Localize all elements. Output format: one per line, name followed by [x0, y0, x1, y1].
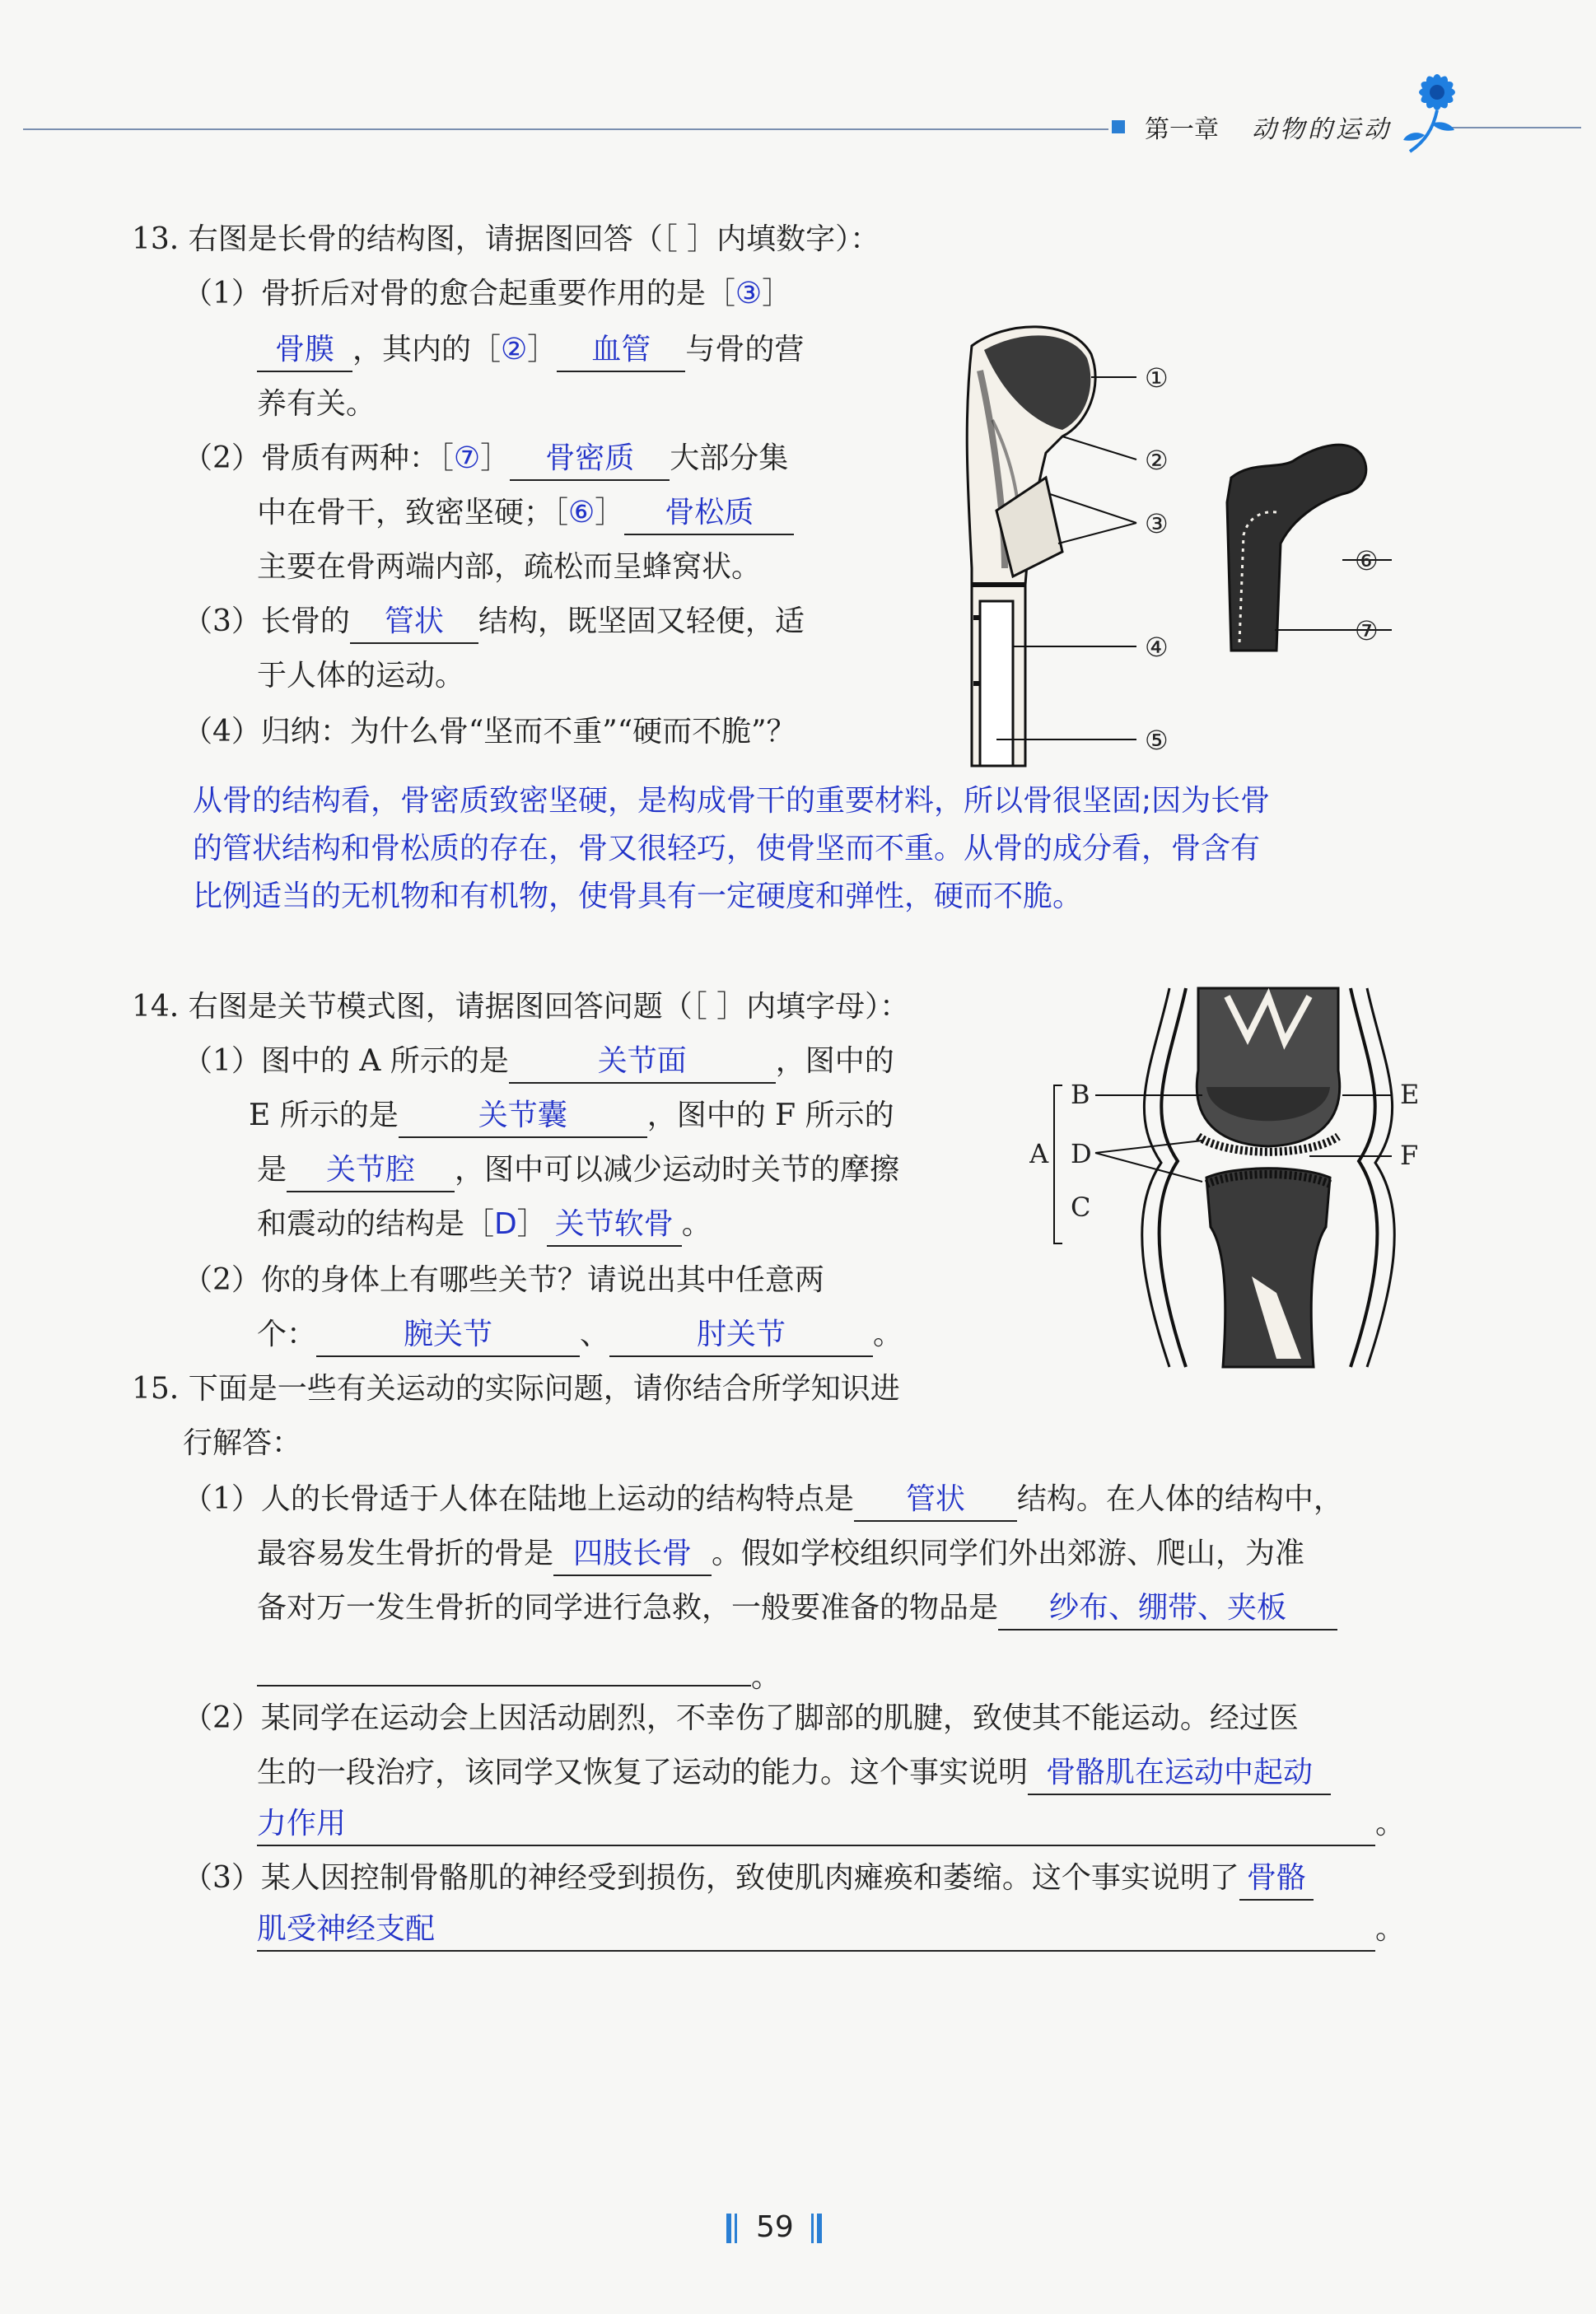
- q14-stem: 14. 右图是关节模式图，请据图回答问题（［ ］内填字母）：: [132, 990, 910, 1024]
- header-square: [1112, 120, 1125, 133]
- q13-part2-line2: [257, 486, 794, 540]
- q15-part1-line2: [257, 1527, 1304, 1581]
- joint-label-c: C: [1071, 1192, 1091, 1223]
- q13-part2-line1: [183, 432, 788, 486]
- page-number-bar-right: [811, 2214, 814, 2243]
- q14-p2-answer1: 腕关节: [316, 1314, 580, 1357]
- q14-p1-answer4: 关节软骨: [547, 1204, 682, 1247]
- q15-part2-line3: [257, 1797, 1405, 1851]
- q13-part1-line1: [183, 267, 791, 321]
- q13-answer-line3: 比例适当的无机物和有机物，使骨具有一定硬度和弹性，硬而不脆。: [193, 879, 1083, 913]
- q15-stem-line2: 行解答：: [183, 1426, 302, 1460]
- q14-p1-text4: ，图中的 F 所示的: [646, 1099, 894, 1132]
- q14-part1-line2: [249, 1089, 894, 1143]
- q15-p1-text4: 。假如学校组织同学们外出郊游、爬山，为准: [712, 1537, 1305, 1570]
- bone-label-4: ④: [1145, 632, 1169, 663]
- q14-p1-text7: 和震动的结构是［: [257, 1207, 495, 1241]
- q13-p1-close: ］: [762, 277, 792, 310]
- header-rule: [23, 128, 1108, 130]
- q15-p1-text: （1）人的长骨适于人体在陆地上运动的结构特点是: [183, 1482, 854, 1516]
- q14-p1-answer2: 关节囊: [399, 1095, 647, 1138]
- header-title: 动物的运动: [1252, 115, 1392, 144]
- flower-icon: [1400, 59, 1474, 158]
- q15-part3-line1: [183, 1851, 1314, 1906]
- page-number-bar-left: [726, 2214, 731, 2243]
- joint-label-e: E: [1400, 1079, 1420, 1110]
- q13-answer-line2: 的管状结构和骨松质的存在，骨又很轻巧，使骨坚而不重。从骨的成分看，骨含有: [193, 832, 1261, 865]
- q14-part2-line2: [257, 1308, 903, 1362]
- q13-part3-line1: [183, 595, 805, 649]
- q15-p1-answer3: 纱布、绷带、夹板: [998, 1588, 1337, 1631]
- q14-p2-sep: 、: [580, 1318, 610, 1351]
- q15-p3-answer-line1: 骨骼: [1239, 1858, 1314, 1901]
- q13-p3-text2: 结构，既坚固又轻便，适: [478, 604, 805, 638]
- q15-p1-text5: 备对万一发生骨折的同学进行急救，一般要准备的物品是: [257, 1591, 999, 1625]
- page-number-bar-left2: [735, 2214, 737, 2243]
- joint-label-d: D: [1071, 1138, 1092, 1169]
- bone-label-2: ②: [1145, 445, 1169, 476]
- q15-p3-end: 。: [1375, 1912, 1406, 1946]
- q13-p3-text: （3）长骨的: [183, 604, 350, 638]
- q15-p1-text3: 最容易发生骨折的骨是: [257, 1537, 554, 1570]
- q13-p2-num2: ⑥: [568, 496, 595, 530]
- q13-part1-line2: [257, 323, 804, 377]
- bone-label-6: ⑥: [1355, 545, 1379, 576]
- joint-figure: [1029, 980, 1441, 1375]
- q15-p1-end: 。: [751, 1660, 782, 1694]
- q14-p1-answer1: 关节面: [509, 1041, 776, 1084]
- q14-p1-text6: ，图中可以减少运动时关节的摩擦: [455, 1153, 900, 1187]
- q13-p2-answer1: 骨密质: [510, 438, 670, 481]
- q14-p1-close: ］: [516, 1207, 547, 1241]
- q14-p1-text3: E 所示的是: [249, 1099, 399, 1132]
- q15-part2-line2: [257, 1746, 1331, 1800]
- q13-part4: （4）归纳：为什么骨“坚而不重”“硬而不脆”？: [183, 715, 796, 749]
- q15-part1-line3: [257, 1581, 1337, 1635]
- page-number-bar-right2: [817, 2214, 822, 2243]
- q13-part1-line3: 养有关。: [257, 387, 376, 421]
- q13-p2-text: （2）骨质有两种：［: [183, 441, 454, 475]
- q14-p2-text: 个：: [257, 1318, 317, 1351]
- q14-p1-answer3: 关节腔: [287, 1150, 455, 1192]
- joint-label-b: B: [1071, 1079, 1090, 1110]
- q13-p2-close2: ］: [595, 496, 625, 530]
- q13-p2-close1: ］: [480, 441, 511, 475]
- q13-p2-answer2: 骨松质: [624, 492, 794, 535]
- q15-p1-answer2: 四肢长骨: [553, 1533, 712, 1576]
- q13-p1-num: ③: [735, 277, 763, 310]
- q14-part1-line3: [257, 1143, 899, 1197]
- bone-label-1: ①: [1145, 362, 1169, 394]
- q15-p2-answer-line1: 骨骼肌在运动中起动: [1028, 1752, 1331, 1795]
- page-number: 59: [756, 2210, 794, 2244]
- q14-p1-text: （1）图中的 A 所示的是: [183, 1044, 509, 1078]
- q15-p2-end: 。: [1375, 1807, 1406, 1840]
- q14-part2-line1: （2）你的身体上有哪些关节？请说出其中任意两: [183, 1263, 824, 1297]
- q15-part3-line2: [257, 1902, 1405, 1957]
- q15-p3-text: （3）某人因控制骨骼肌的神经受到损伤，致使肌肉瘫痪和萎缩。这个事实说明了: [183, 1861, 1239, 1895]
- q13-p2-text3: 中在骨干，致密坚硬；［: [257, 496, 569, 530]
- q13-part2-line3: 主要在骨两端内部，疏松而呈蜂窝状。: [257, 550, 762, 584]
- q13-p1-text3: 与骨的营: [685, 333, 805, 366]
- joint-label-f: F: [1400, 1140, 1419, 1171]
- q14-p1-text2: ，图中的: [775, 1044, 894, 1078]
- bone-label-3: ③: [1145, 508, 1169, 539]
- q15-part1-line1: [183, 1472, 1343, 1527]
- q15-stem-line1: 15. 下面是一些有关运动的实际问题，请你结合所学知识进: [132, 1372, 900, 1406]
- q14-p1-letter: D: [494, 1207, 517, 1241]
- q15-p1-blank-cont: [257, 1644, 751, 1687]
- bone-label-7: ⑦: [1355, 615, 1379, 646]
- q13-p3-answer: 管状: [350, 601, 478, 644]
- q15-part2-line1: （2）某同学在运动会上因活动剧烈，不幸伤了脚部的肌腱，致使其不能运动。经过医: [183, 1701, 1299, 1735]
- bone-label-5: ⑤: [1145, 725, 1169, 756]
- q15-p2-text: 生的一段治疗，该同学又恢复了运动的能力。这个事实说明: [257, 1756, 1029, 1789]
- q15-p1-text2: 结构。在人体的结构中，: [1016, 1482, 1343, 1516]
- q13-p2-text2: 大部分集: [670, 441, 789, 475]
- q13-p1-close2: ］: [527, 333, 558, 366]
- q13-p1-text2: ，其内的［: [352, 333, 502, 366]
- joint-label-a: A: [1029, 1138, 1049, 1169]
- q14-p2-end: 。: [873, 1318, 903, 1351]
- q15-p3-answer-line2: 肌受神经支配: [257, 1909, 1375, 1952]
- q13-p1-text: （1）骨折后对骨的愈合起重要作用的是［: [183, 277, 735, 310]
- q14-p1-text5: 是: [257, 1153, 287, 1187]
- q14-part1-line4: [257, 1197, 712, 1252]
- q15-p2-answer-line2: 力作用: [257, 1803, 1375, 1846]
- q13-p1-answer1: 骨膜: [257, 329, 352, 372]
- q13-stem: 13. 右图是长骨的结构图，请据图回答（［ ］内填数字）：: [132, 222, 880, 256]
- q14-p2-answer2: 肘关节: [609, 1314, 873, 1357]
- header-chapter: 第一章: [1145, 115, 1219, 144]
- q13-answer-line1: 从骨的结构看，骨密质致密坚硬，是构成骨干的重要材料，所以骨很坚固;因为长骨: [193, 784, 1271, 818]
- q14-part1-line1: [183, 1034, 894, 1089]
- q13-p1-num2: ②: [501, 333, 528, 366]
- q13-part3-line2: 于人体的运动。: [257, 659, 465, 693]
- q14-p1-end: 。: [681, 1207, 712, 1241]
- q13-p2-num1: ⑦: [453, 441, 481, 475]
- q15-p1-answer1: 管状: [854, 1479, 1017, 1522]
- long-bone-figure: [947, 321, 1416, 782]
- q13-p1-answer2: 血管: [557, 329, 685, 372]
